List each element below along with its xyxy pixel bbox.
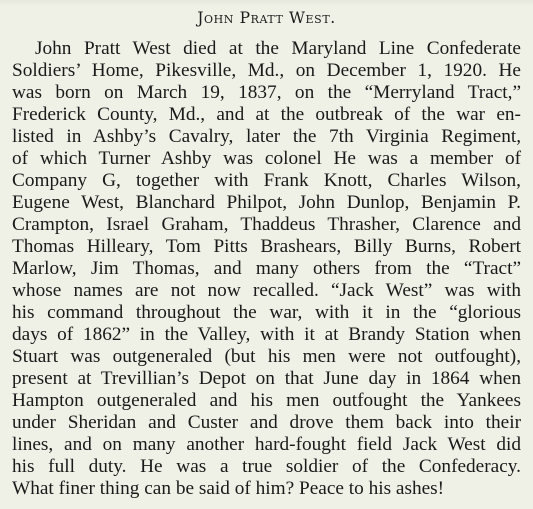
article-line: Hampton outgeneraled and his men outfought the Yankees [12, 390, 521, 411]
article-line: Crampton, Israel Graham, Thaddeus Thrasher, Clarence and [12, 214, 522, 235]
article-line: his command throughout the war, with it in the “glorious [12, 302, 521, 323]
article-line: Stuart was outgeneraled (but his men were not outfought), [12, 346, 522, 367]
article-line: days of 1862” in the Valley, with it at Brandy Station when [12, 324, 521, 345]
article-line: Soldiers’ Home, Pikesville, Md., on December 1, 1920. He [12, 60, 521, 81]
article-line: Thomas Hilleary, Tom Pitts Brashears, Billy Burns, Robert [12, 236, 521, 257]
page-edge-shadow [0, 0, 533, 6]
article-line: Frederick County, Md., and at the outbreak of the war en- [12, 104, 521, 125]
article-line: his full duty. He was a true soldier of the Confederacy. [12, 456, 521, 477]
article-line: of which Turner Ashby was colonel He was a member of [12, 148, 521, 169]
article-line: was born on March 19, 1837, on the “Merryland Tract,” [12, 82, 521, 103]
article-line: listed in Ashby’s Cavalry, later the 7th Virginia Regiment, [12, 126, 522, 147]
article-line: under Sheridan and Custer and drove them back into their [12, 412, 522, 433]
article-line: John Pratt West died at the Maryland Line Confederate [35, 38, 521, 59]
article-line: Marlow, Jim Thomas, and many others from the “Tract” [12, 258, 522, 279]
article-line: whose names are not now recalled. “Jack West” was with [12, 280, 521, 301]
article-title: John Pratt West. [197, 9, 336, 27]
article-line: What finer thing can be said of him? Peace to his ashes! [12, 478, 445, 499]
article-line: present at Trevillian’s Depot on that June day in 1864 when [12, 368, 521, 389]
article-line: lines, and on many another hard-fought field Jack West did [12, 434, 522, 455]
article-line: Eugene West, Blanchard Philpot, John Dunlop, Benjamin P. [12, 192, 522, 213]
article-line: Company G, together with Frank Knott, Charles Wilson, [12, 170, 521, 191]
